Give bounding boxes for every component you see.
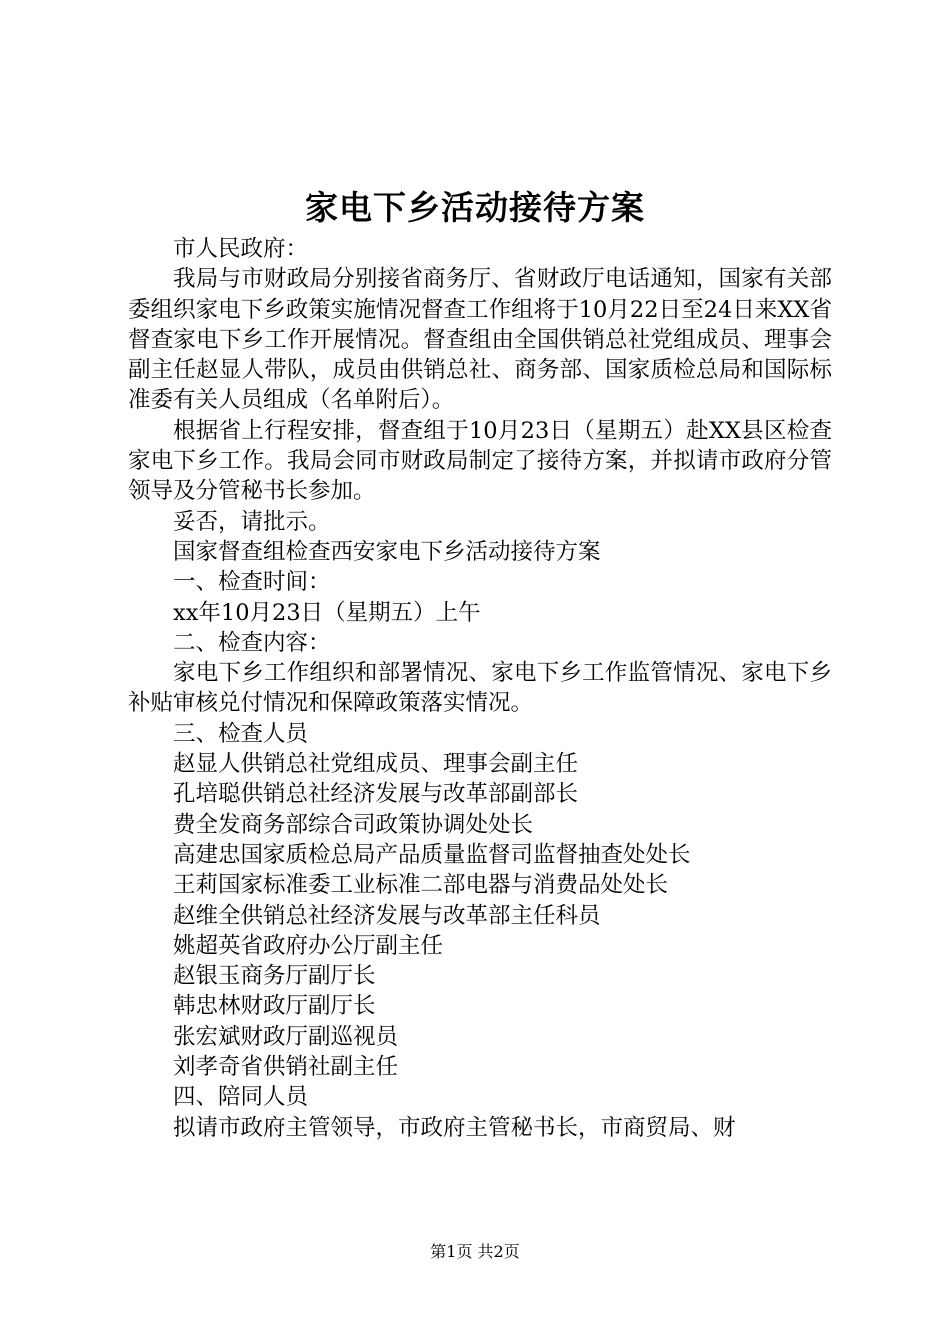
inspector-item: 孔培聪供销总社经济发展与改革部副部长 — [173, 781, 579, 808]
inspection-content: 家电下乡工作组织和部署情况、家电下乡工作监管情况、家电下乡补贴审核兑付情况和保障政策落实情况。 — [128, 660, 832, 717]
salutation: 市人民政府： — [173, 236, 309, 262]
paragraph-notification: 我局与市财政局分别接省商务厅、省财政厅电话通知，国家有关部委组织家电下乡政策实施情况督查工作组将于10月22日至24日来XX省督查家电下乡工作开展情况。督查组由全国供销总社党组成员、理事会副主任赵显人带队，成员由供销总社、商务部、国家质检总局和国际标准委有关人员组成（名单附后）。 — [128, 266, 832, 414]
document-body — [128, 234, 832, 1143]
inspector-item: 张宏斌财政厅副巡视员 — [173, 1023, 399, 1050]
inspector-item: 赵银玉商务厅副厅长 — [173, 963, 376, 990]
section-heading-inspectors: 三、检查人员 — [173, 720, 309, 747]
accompanying-content: 拟请市政府主管领导，市政府主管秘书长，市商贸局、财 — [173, 1114, 736, 1141]
paragraph-schedule: 根据省上行程安排，督查组于10月23日（星期五）赴XX县区检查家电下乡工作。我局会同市财政局制定了接待方案，并拟请市政府分管领导及分管秘书长参加。 — [128, 417, 832, 505]
inspector-item: 高建忠国家质检总局产品质量监督司监督抽查处处长 — [173, 841, 691, 868]
inspector-item: 韩忠林财政厅副厅长 — [173, 993, 376, 1020]
request-approval: 妥否，请批示。 — [173, 508, 331, 535]
inspector-item: 赵维全供销总社经济发展与改革部主任科员 — [173, 902, 601, 929]
inspector-item: 姚超英省政府办公厅副主任 — [173, 932, 444, 959]
inspector-item: 刘孝奇省供销社副主任 — [173, 1054, 399, 1081]
section-heading-accompanying: 四、陪同人员 — [173, 1084, 309, 1111]
inspection-time: xx年10月23日（星期五）上午 — [173, 599, 481, 626]
inspector-item: 费全发商务部综合司政策协调处处长 — [173, 811, 534, 838]
page-footer: 第1页 共2页 — [430, 1242, 520, 1261]
section-heading-content: 二、检查内容： — [173, 629, 331, 656]
inspector-item: 王莉国家标准委工业标准二部电器与消费品处处长 — [173, 872, 669, 899]
plan-title: 国家督查组检查西安家电下乡活动接待方案 — [173, 538, 601, 565]
document-title: 家电下乡活动接待方案 — [305, 188, 645, 227]
inspector-item: 赵显人供销总社党组成员、理事会副主任 — [173, 751, 579, 778]
section-heading-time: 一、检查时间： — [173, 569, 331, 596]
